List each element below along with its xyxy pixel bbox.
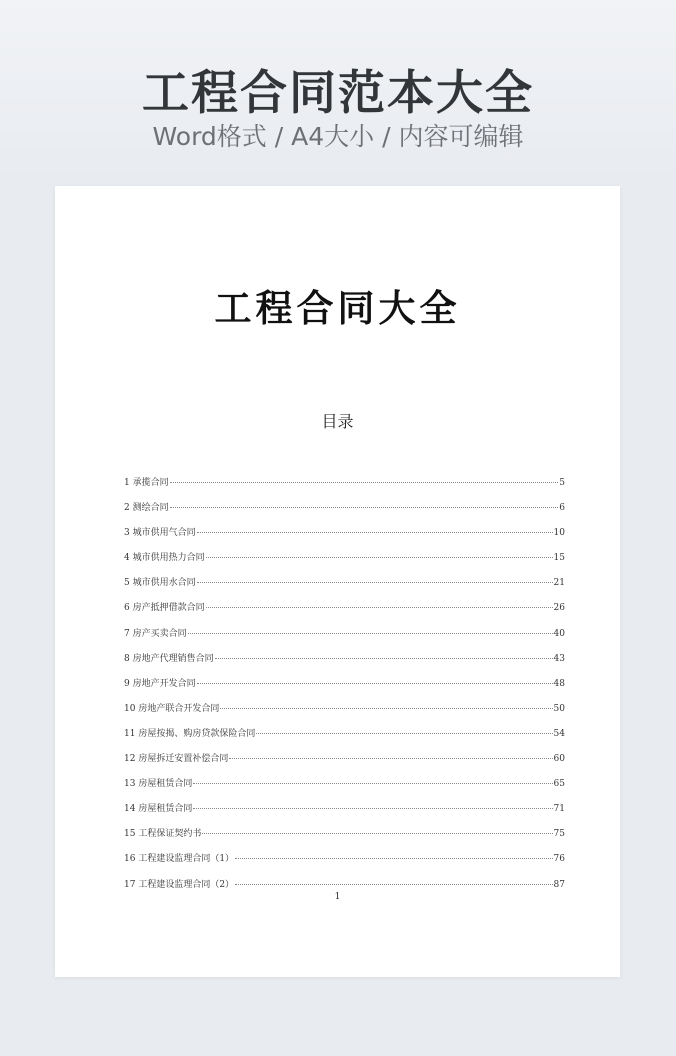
toc-item[interactable] xyxy=(124,776,565,801)
toc-item-label: 12 房屋拆迁安置补偿合同 xyxy=(124,754,229,765)
banner-title: 工程合同范本大全 xyxy=(142,66,534,121)
toc-dot-leader xyxy=(197,532,553,533)
toc-item-page: 71 xyxy=(553,804,565,815)
toc-item-label: 10 房地产联合开发合同 xyxy=(124,703,220,714)
toc-item[interactable] xyxy=(124,826,565,851)
toc-dot-leader xyxy=(170,507,559,508)
toc-item-page: 87 xyxy=(553,879,565,890)
toc-item-label: 3 城市供用气合同 xyxy=(124,528,196,539)
toc-dot-leader xyxy=(206,557,553,558)
table-of-contents xyxy=(124,475,565,902)
toc-dot-leader xyxy=(188,633,553,634)
toc-dot-leader xyxy=(215,658,553,659)
toc-item[interactable] xyxy=(124,701,565,726)
toc-item[interactable] xyxy=(124,851,565,876)
toc-item-label: 15 工程保证契约书 xyxy=(124,829,202,840)
toc-item[interactable] xyxy=(124,600,565,625)
toc-item-label: 16 工程建设监理合同（1） xyxy=(124,854,235,865)
toc-dot-leader xyxy=(206,607,553,608)
toc-item-label: 14 房屋租赁合同 xyxy=(124,804,193,815)
toc-dot-leader xyxy=(256,733,552,734)
document-page xyxy=(55,186,620,977)
toc-item-label: 8 房地产代理销售合同 xyxy=(124,653,214,664)
banner-subtitle: Word格式 / A4大小 / 内容可编辑 xyxy=(152,122,524,151)
toc-dot-leader xyxy=(235,858,553,859)
toc-dot-leader xyxy=(197,582,553,583)
toc-item-label: 5 城市供用水合同 xyxy=(124,578,196,589)
toc-item-page: 48 xyxy=(553,678,565,689)
toc-item-page: 54 xyxy=(553,728,565,739)
document-title: 工程合同大全 xyxy=(214,286,461,330)
toc-item-label: 4 城市供用热力合同 xyxy=(124,553,205,564)
toc-dot-leader xyxy=(193,783,552,784)
toc-item-label: 7 房产买卖合同 xyxy=(124,628,187,639)
toc-item-page: 75 xyxy=(553,829,565,840)
banner xyxy=(0,0,676,186)
toc-dot-leader xyxy=(202,833,552,834)
toc-item-page: 10 xyxy=(553,528,565,539)
toc-item-page: 76 xyxy=(553,854,565,865)
toc-item-page: 60 xyxy=(553,754,565,765)
toc-dot-leader xyxy=(170,482,559,483)
toc-item-page: 65 xyxy=(553,779,565,790)
toc-item-page: 15 xyxy=(553,553,565,564)
toc-item-page: 43 xyxy=(553,653,565,664)
page-number: 1 xyxy=(334,892,341,902)
toc-item[interactable] xyxy=(124,475,565,500)
toc-item[interactable] xyxy=(124,801,565,826)
toc-item-label: 11 房屋按揭、购房贷款保险合同 xyxy=(124,728,256,739)
toc-dot-leader xyxy=(220,708,552,709)
toc-item-page: 40 xyxy=(553,628,565,639)
toc-heading: 目录 xyxy=(321,412,354,431)
toc-item[interactable] xyxy=(124,575,565,600)
toc-dot-leader xyxy=(193,808,552,809)
toc-item[interactable] xyxy=(124,550,565,575)
toc-item-label: 2 测绘合同 xyxy=(124,503,169,514)
toc-item[interactable] xyxy=(124,500,565,525)
toc-item-page: 21 xyxy=(553,578,565,589)
toc-item-page: 50 xyxy=(553,703,565,714)
toc-item[interactable] xyxy=(124,676,565,701)
toc-item-page: 6 xyxy=(559,503,565,514)
toc-dot-leader xyxy=(235,884,553,885)
toc-item-label: 9 房地产开发合同 xyxy=(124,678,196,689)
toc-item-label: 6 房产抵押借款合同 xyxy=(124,603,205,614)
toc-item[interactable] xyxy=(124,751,565,776)
toc-item[interactable] xyxy=(124,626,565,651)
toc-dot-leader xyxy=(197,683,553,684)
toc-item-page: 5 xyxy=(559,478,565,488)
toc-item-label: 17 工程建设监理合同（2） xyxy=(124,879,235,890)
toc-item-label: 1 承揽合同 xyxy=(124,478,169,488)
toc-item[interactable] xyxy=(124,726,565,751)
toc-item-page: 26 xyxy=(553,603,565,614)
toc-item[interactable] xyxy=(124,651,565,676)
toc-item[interactable] xyxy=(124,525,565,550)
toc-dot-leader xyxy=(229,758,552,759)
toc-item-label: 13 房屋租赁合同 xyxy=(124,779,193,790)
